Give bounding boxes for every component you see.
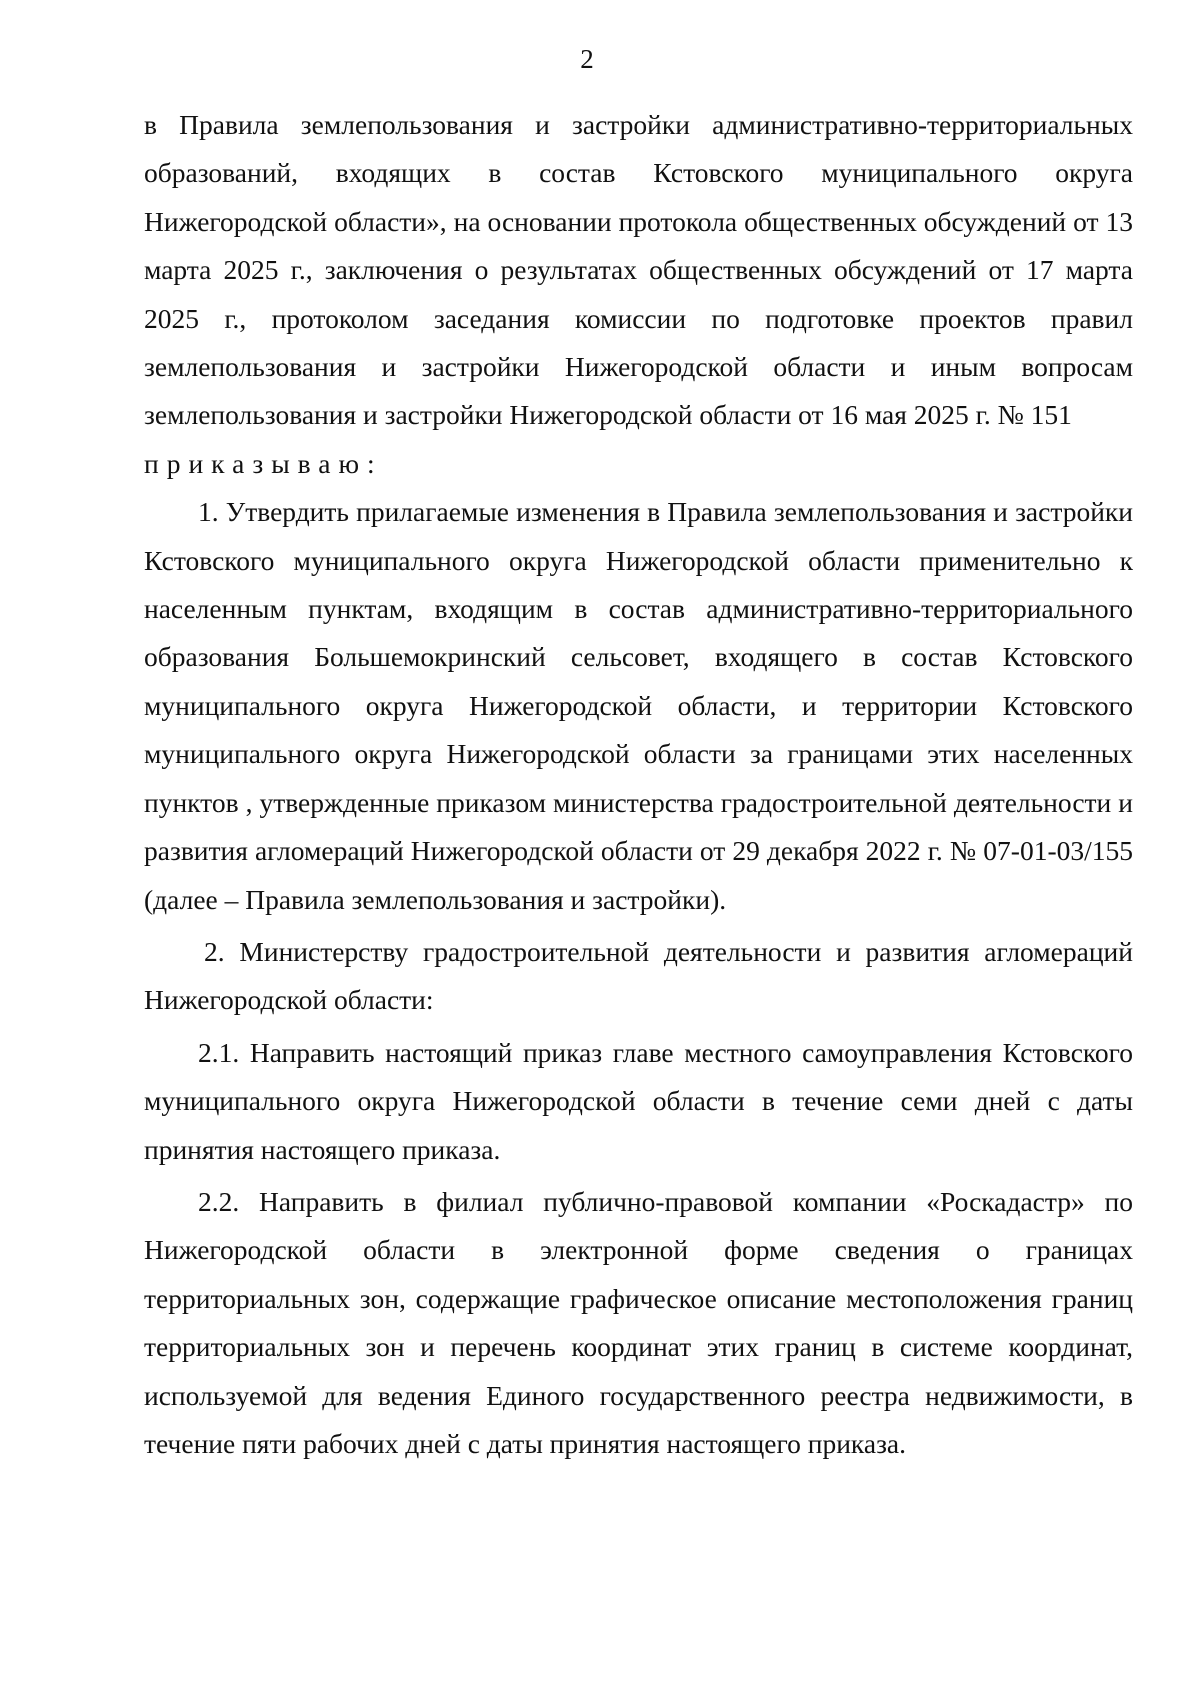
item-1-paragraph: 1. Утвердить прилагаемые изменения в Правила землепользования и застройки Кстовского муниципального округа Нижегородской области применительно к населенным пунктам, входящим в состав административно-территориального образования Большемокринский сельсовет, входящего в состав Кстовского муниципального округа Нижегородской области, и территории Кстовского муниципального округа Нижегородской области за границами этих населенных пунктов , утвержденные приказом министерства градостроительной деятельности и развития агломераций Нижегородской области от 29 декабря 2022 г. № 07-01-03/155 (далее – Правила землепользования и застройки). bbox=[144, 496, 1133, 915]
page-number: 2 bbox=[580, 44, 594, 74]
item-2-2-paragraph: 2.2. Направить в филиал публично-правовой компании «Роскадастр» по Нижегородской области в электронной форме сведения о границах территориальных зон, содержащие графическое описание местоположения границ территориальных зон и перечень координат этих границ в системе координат, используемой для ведения Единого государственного реестра недвижимости, в течение пяти рабочих дней с даты принятия настоящего приказа. bbox=[144, 1185, 1133, 1459]
order-word: приказываю: bbox=[144, 447, 383, 479]
preamble-paragraph: в Правила землепользования и застройки административно-территориальных образований, входящих в состав Кстовского муниципального округа Нижегородской области», на основании протокола общественных обсуждений от 13 марта 2025 г., заключения о результатах общественных обсуждений от 17 марта 2025 г., протоколом заседания комиссии по подготовке проектов правил землепользования и застройки Нижегородской области и иным вопросам землепользования и застройки Нижегородской области от 16 мая 2025 г. № 151 bbox=[144, 109, 1133, 431]
document-body bbox=[144, 101, 1133, 1468]
item-2-paragraph: 2. Министерству градостроительной деятельности и развития агломераций Нижегородской области: bbox=[144, 935, 1133, 1016]
item-2-1-paragraph: 2.1. Направить настоящий приказ главе местного самоуправления Кстовского муниципального округа Нижегородской области в течение семи дней с даты принятия настоящего приказа. bbox=[144, 1036, 1133, 1165]
